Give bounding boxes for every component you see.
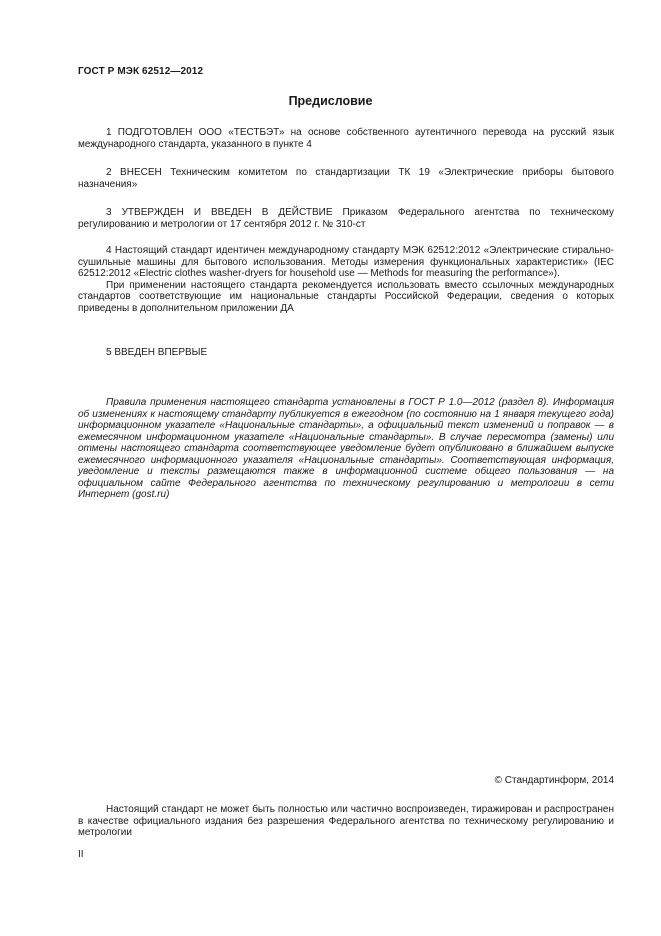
item-1: [78, 127, 614, 150]
item-4-text: 4 Настоящий стандарт идентичен международному стандарту МЭК 62512:2012 «Электрические стирально-сушильные машины для бытового использования. Методы измерения функциональных характеристик» (IEC 62512:2012 «Electric clothes washer-dryers for household use — Methods for measuring the performance»).: [78, 245, 614, 279]
page-title: Предисловие: [288, 94, 373, 108]
document-header: ГОСТ Р МЭК 62512—2012: [78, 66, 204, 77]
item-2-text: 2 ВНЕСЕН Техническим комитетом по стандартизации ТК 19 «Электрические приборы бытового назначения»: [78, 167, 614, 190]
item-3-text: 3 УТВЕРЖДЕН И ВВЕДЕН В ДЕЙСТВИЕ Приказом Федерального агентства по техническому регулированию и метрологии от 17 сентября 2012 г. № 310-ст: [78, 207, 614, 230]
item-4-note: При применении настоящего стандарта рекомендуется использовать вместо ссылочных международных стандартов соответствующие им национальные стандарты Российской Федерации, сведения о которых приведены в дополнительном приложении ДА: [78, 279, 614, 314]
item-3: [78, 207, 614, 230]
item-5: [78, 347, 614, 359]
copyright: © Стандартинформ, 2014: [494, 775, 614, 786]
footer-note: [78, 804, 614, 839]
rules-note-text: Правила применения настоящего стандарта установлены в ГОСТ Р 1.0—2012 (раздел 8). Информация об изменениях к настоящему стандарту публикуется в ежегодном (по состоянию на 1 января текущего года) информационном указателе «Национальные стандарты», а официальный текст изменений и поправок — в ежемесячном информационном указателе «Национальные стандарты». В случае пересмотра (замены) или отмены настоящего стандарта соответствующее уведомление будет опубликовано в ближайшем выпуске ежемесячного информационного указателя «Национальные стандарты». Соответствующая информация, уведомление и тексты размещаются также в информационной системе общего пользования — на официальном сайте Федерального агентства по техническому регулированию и метрологии в сети Интернет (gost.ru): [78, 397, 614, 500]
page-number: II: [78, 849, 84, 860]
item-5-text: 5 ВВЕДЕН ВПЕРВЫЕ: [106, 347, 208, 358]
rules-note: [78, 397, 614, 501]
footer-note-text: Настоящий стандарт не может быть полностью или частично воспроизведен, тиражирован и распространен в качестве официального издания без разрешения Федерального агентства по техническому регулированию и метрологии: [78, 804, 614, 838]
item-4: [78, 245, 614, 314]
item-2: [78, 167, 614, 190]
item-1-text: 1 ПОДГОТОВЛЕН ООО «ТЕСТБЭТ» на основе собственного аутентичного перевода на русский язык международного стандарта, указанного в пункте 4: [78, 127, 614, 150]
